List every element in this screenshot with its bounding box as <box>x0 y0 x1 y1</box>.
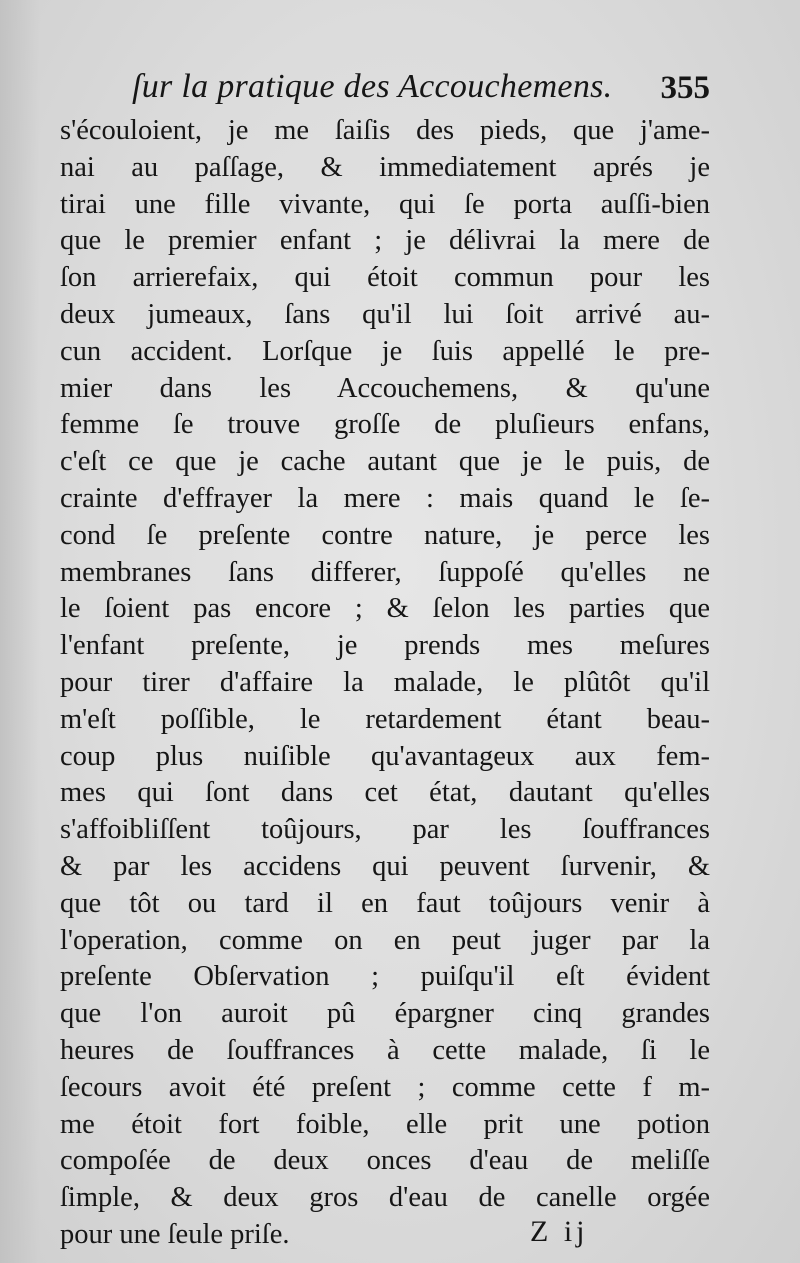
text-line: compoſée de deux onces d'eau de meliſſe <box>60 1145 710 1177</box>
text-line: preſente Obſervation ; puiſqu'il eſt évident <box>60 961 710 993</box>
text-line: pour une ſeule priſe. <box>60 1218 290 1250</box>
text-line: mier dans les Accouchemens, & qu'une <box>60 372 710 404</box>
text-line: coup plus nuiſible qu'avantageux aux fem- <box>60 740 710 772</box>
text-line: s'écouloient, je me ſaiſis des pieds, que j'ame- <box>60 115 710 146</box>
text-line: c'eſt ce que je cache autant que je le puis, de <box>60 446 710 478</box>
text-line: mes qui ſont dans cet état, dautant qu'elles <box>60 777 710 809</box>
text-line: tirai une fille vivante, qui ſe porta auſſi-bien <box>60 188 710 220</box>
text-line: cond ſe preſente contre nature, je perce les <box>60 519 710 551</box>
text-line: que le premier enfant ; je délivrai la mere de <box>60 225 710 257</box>
text-line: le ſoient pas encore ; & ſelon les parties que <box>60 593 710 625</box>
text-line: deux jumeaux, ſans qu'il lui ſoit arrivé au- <box>60 298 710 330</box>
text-line: heures de ſouffrances à cette malade, ſi le <box>60 1034 710 1066</box>
signature-mark: Z ij <box>530 1215 589 1248</box>
body-text <box>60 113 710 1254</box>
text-line: s'affoibliſſent toûjours, par les ſouffrances <box>60 814 710 846</box>
text-line: l'enfant preſente, je prends mes meſures <box>60 630 710 662</box>
running-head <box>60 68 720 112</box>
text-line: membranes ſans differer, ſuppoſé qu'elles ne <box>60 556 710 588</box>
text-line: l'operation, comme on en peut juger par la <box>60 924 710 956</box>
text-line: que tôt ou tard il en faut toûjours venir à <box>60 887 710 919</box>
text-line: me étoit fort foible, elle prit une potion <box>60 1108 710 1140</box>
text-line: ſimple, & deux gros d'eau de canelle orgée <box>60 1182 710 1214</box>
text-line: & par les accidens qui peuvent ſurvenir, & <box>60 850 710 882</box>
text-line: que l'on auroit pû épargner cinq grandes <box>60 998 710 1030</box>
text-line: ſon arrierefaix, qui étoit commun pour les <box>60 262 710 294</box>
text-line: pour tirer d'affaire la malade, le plûtôt qu'il <box>60 666 710 698</box>
text-line: femme ſe trouve groſſe de pluſieurs enfans, <box>60 409 710 441</box>
text-line: m'eſt poſſible, le retardement étant beau- <box>60 703 710 735</box>
text-line: cun accident. Lorſque je ſuis appellé le pre- <box>60 335 710 367</box>
running-title: ſur la pratique des Accouchemens. <box>132 68 613 105</box>
text-line: ſecours avoit été preſent ; comme cette f m- <box>60 1071 710 1103</box>
text-line: nai au paſſage, & immediatement aprés je <box>60 151 710 183</box>
page-number: 355 <box>660 70 710 106</box>
text-line: crainte d'effrayer la mere : mais quand le ſe- <box>60 482 710 514</box>
